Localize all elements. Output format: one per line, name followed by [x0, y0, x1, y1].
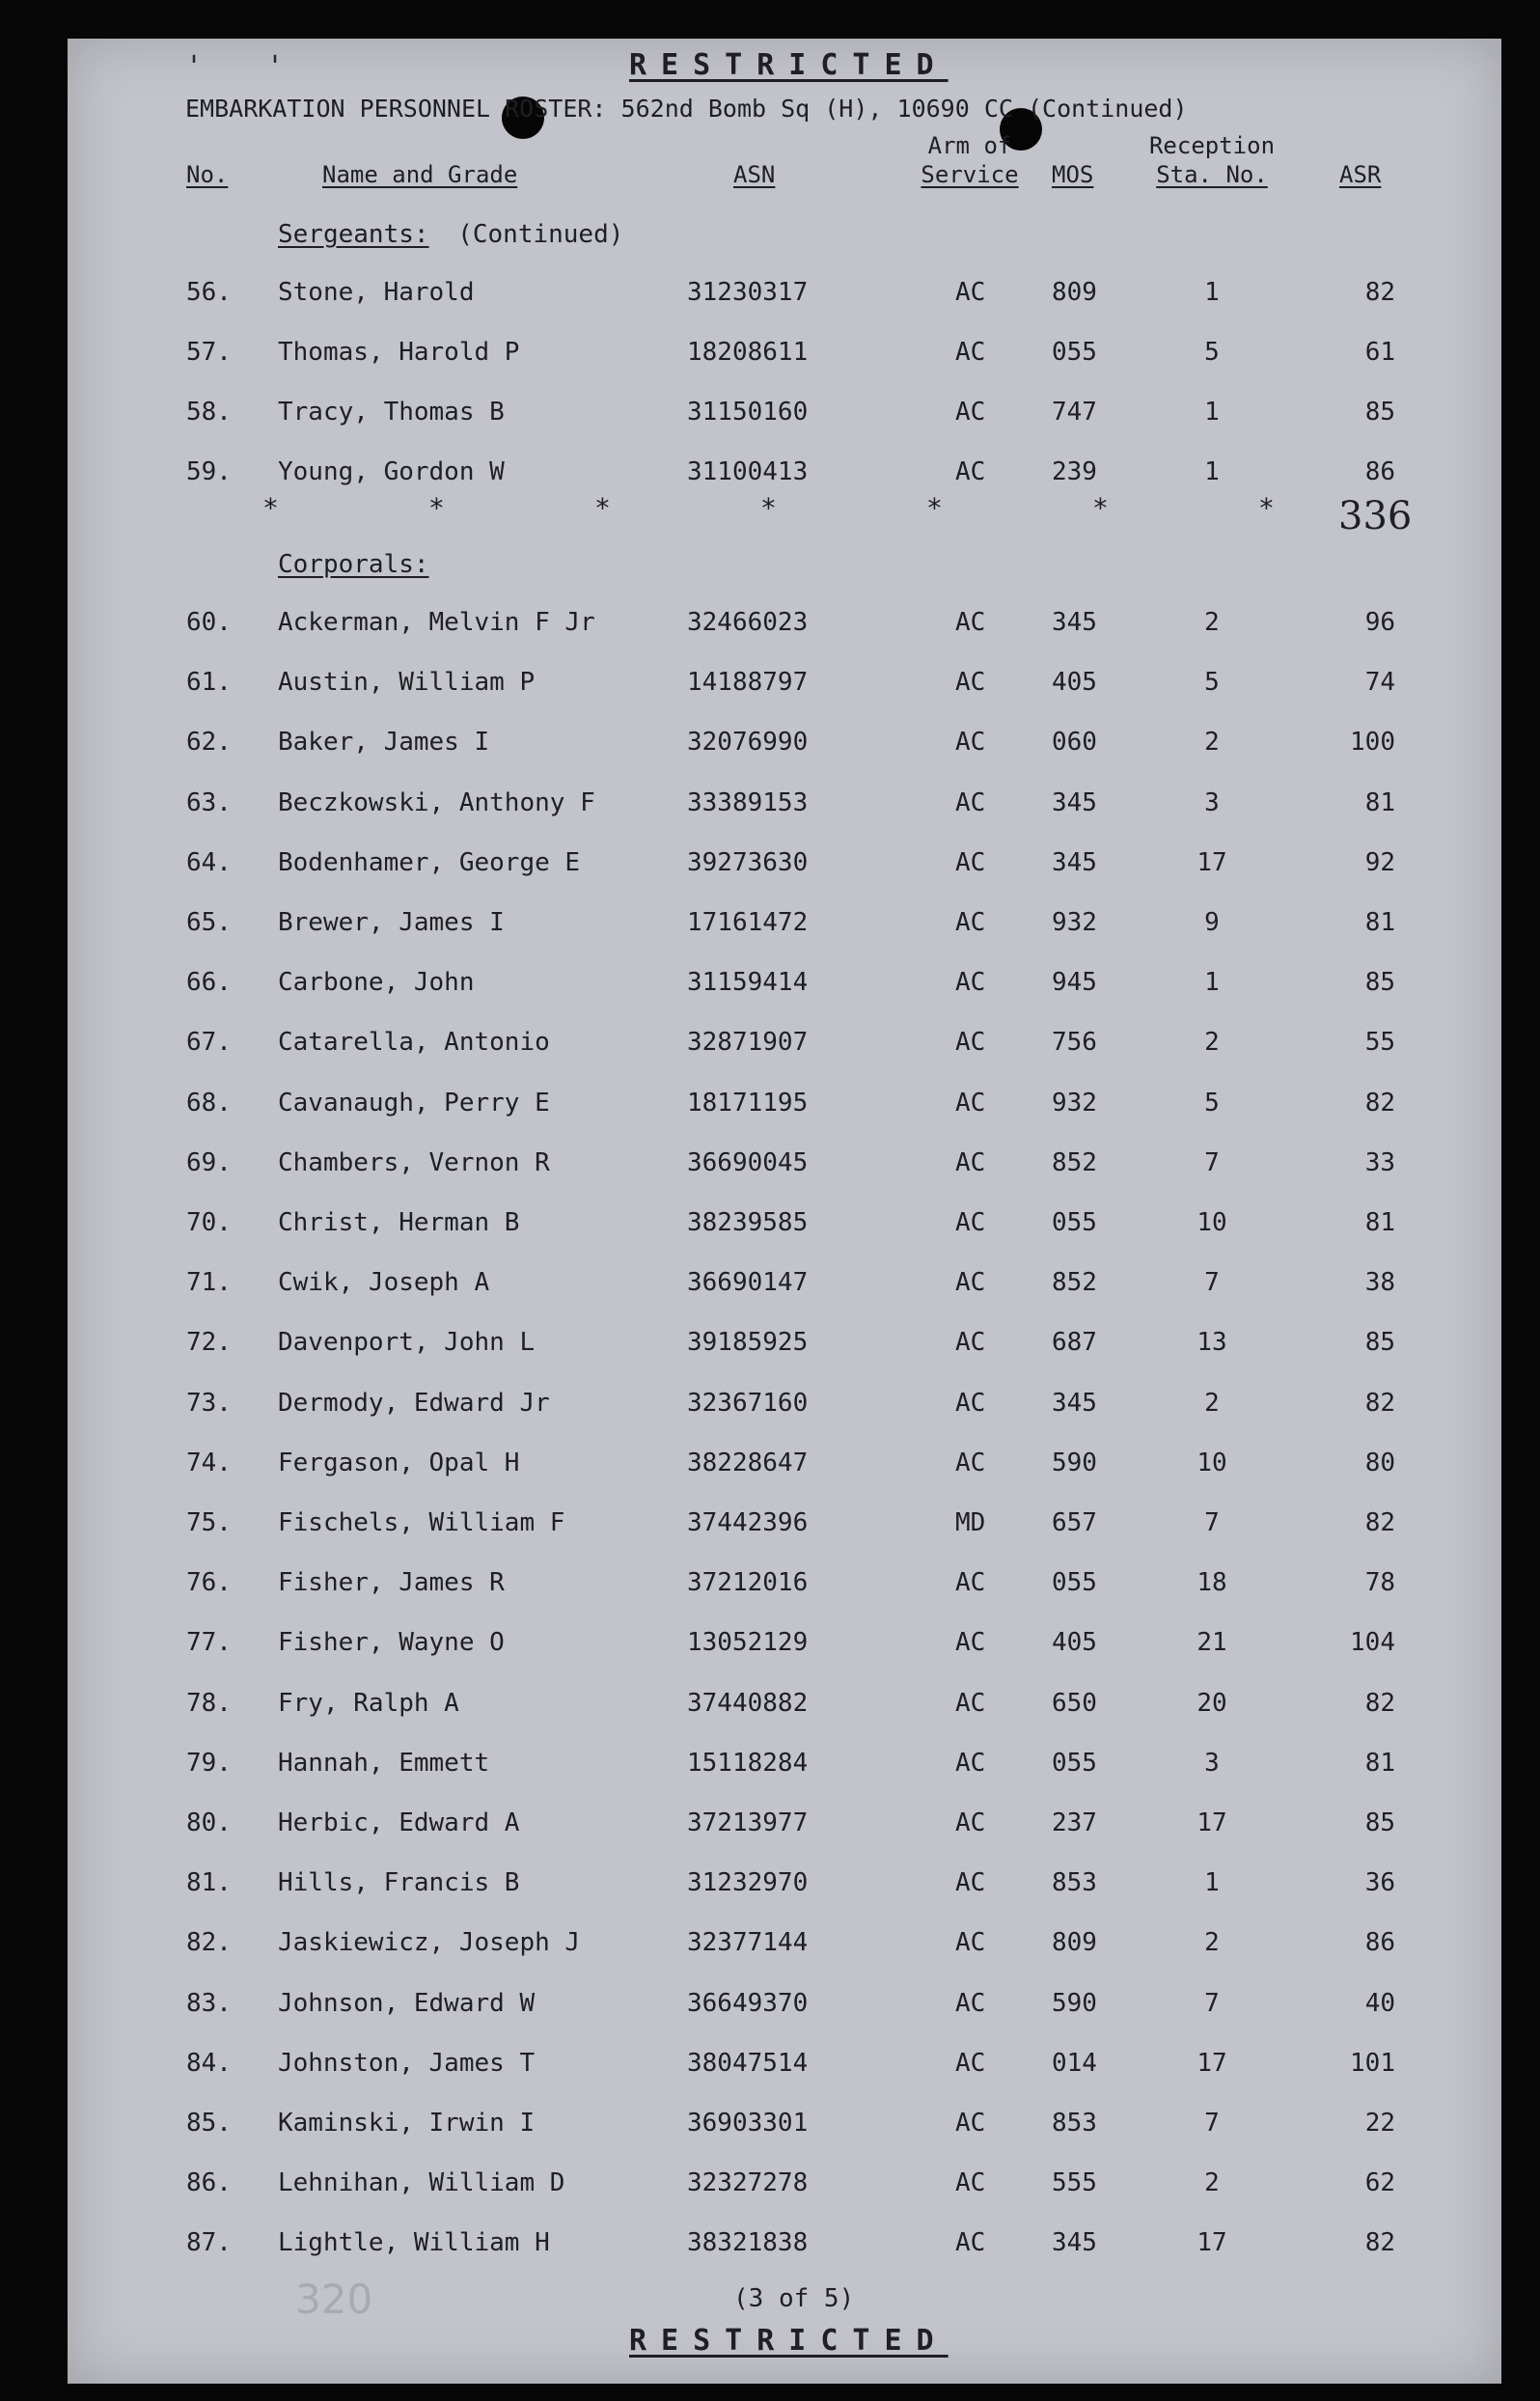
row-asr: 92	[1364, 847, 1395, 877]
row-mos: 055	[1052, 1748, 1097, 1778]
table-row	[0, 1928, 1540, 1965]
row-asn: 38047514	[687, 2048, 809, 2078]
row-mos: 055	[1052, 1568, 1097, 1598]
row-arm: AC	[955, 1088, 986, 1118]
row-asn: 14188797	[687, 668, 809, 698]
row-station: 1	[1204, 1868, 1220, 1898]
row-name: Fry, Ralph A	[278, 1688, 459, 1718]
section-label-corporals	[278, 550, 429, 579]
row-station: 10	[1196, 1208, 1227, 1237]
row-asn: 13052129	[687, 1628, 809, 1658]
row-station: 1	[1204, 278, 1220, 307]
row-arm: AC	[955, 728, 986, 758]
row-mos: 853	[1052, 1868, 1097, 1898]
row-arm: AC	[955, 608, 986, 637]
row-arm: AC	[955, 1748, 986, 1778]
row-station: 1	[1204, 457, 1220, 486]
row-station: 5	[1204, 338, 1220, 367]
row-arm: AC	[955, 2228, 986, 2258]
row-asn: 38228647	[687, 1448, 809, 1477]
table-row	[0, 457, 1540, 494]
row-asr: 96	[1364, 608, 1395, 637]
row-mos: 657	[1052, 1508, 1097, 1537]
row-name: Fergason, Opal H	[278, 1448, 520, 1477]
row-asn: 37212016	[687, 1568, 809, 1598]
column-header-sta	[1135, 131, 1289, 189]
row-mos: 756	[1052, 1028, 1097, 1058]
row-mos: 239	[1052, 457, 1097, 486]
row-name: Bodenhamer, George E	[278, 847, 581, 877]
row-mos: 555	[1052, 2168, 1097, 2198]
section-label-corporals-text: Corporals:	[278, 550, 429, 579]
row-name: Young, Gordon W	[278, 457, 505, 486]
row-asr: 82	[1364, 278, 1395, 307]
column-header-sta-line1: Reception	[1148, 132, 1276, 159]
row-asn: 36690045	[687, 1147, 809, 1177]
table-row	[0, 728, 1540, 764]
row-number: 84.	[186, 2048, 232, 2078]
column-header-arm	[907, 131, 1032, 189]
row-asn: 33389153	[687, 787, 809, 817]
row-name: Beczkowski, Anthony F	[278, 787, 595, 817]
margin-tick-mark: '	[266, 50, 285, 84]
row-arm: AC	[955, 278, 986, 307]
column-header-arm-line2: Service	[921, 161, 1019, 188]
table-row	[0, 1028, 1540, 1064]
row-arm: AC	[955, 1448, 986, 1477]
table-row	[0, 1808, 1540, 1845]
table-row	[0, 1628, 1540, 1665]
row-station: 9	[1204, 908, 1220, 937]
row-mos: 345	[1052, 787, 1097, 817]
section-label-sergeants-text: Sergeants:	[278, 220, 429, 249]
row-station: 3	[1204, 1748, 1220, 1778]
row-name: Jaskiewicz, Joseph J	[278, 1928, 581, 1958]
row-name: Catarella, Antonio	[278, 1028, 550, 1058]
row-asr: 40	[1364, 1988, 1395, 2018]
row-asn: 17161472	[687, 908, 809, 937]
row-asr: 62	[1364, 2168, 1395, 2198]
table-row	[0, 1328, 1540, 1365]
row-station: 7	[1204, 1508, 1220, 1537]
section-label-sergeants-suffix: (Continued)	[457, 220, 624, 249]
row-name: Chambers, Vernon R	[278, 1147, 550, 1177]
row-asr: 82	[1364, 1388, 1395, 1418]
row-station: 17	[1196, 847, 1227, 877]
row-arm: AC	[955, 1028, 986, 1058]
row-asr: 38	[1364, 1268, 1395, 1298]
row-number: 75.	[186, 1508, 232, 1537]
row-number: 82.	[186, 1928, 232, 1958]
row-number: 58.	[186, 398, 232, 427]
row-arm: AC	[955, 1868, 986, 1898]
row-station: 2	[1204, 1928, 1220, 1958]
row-mos: 055	[1052, 338, 1097, 367]
row-asn: 38321838	[687, 2228, 809, 2258]
row-asn: 36649370	[687, 1988, 809, 2018]
column-header-asn: ASN	[733, 161, 776, 188]
row-asn: 31100413	[687, 457, 809, 486]
row-asr: 61	[1364, 338, 1395, 367]
row-asr: 36	[1364, 1868, 1395, 1898]
row-asr: 100	[1350, 728, 1395, 758]
row-name: Dermody, Edward Jr	[278, 1388, 550, 1418]
table-row	[0, 278, 1540, 315]
table-row	[0, 1568, 1540, 1605]
table-row	[0, 668, 1540, 704]
row-mos: 405	[1052, 1628, 1097, 1658]
row-number: 56.	[186, 278, 232, 307]
row-name: Baker, James I	[278, 728, 490, 758]
row-asr: 55	[1364, 1028, 1395, 1058]
row-name: Austin, William P	[278, 668, 536, 698]
row-mos: 590	[1052, 1988, 1097, 2018]
row-number: 79.	[186, 1748, 232, 1778]
row-number: 62.	[186, 728, 232, 758]
table-row	[0, 1449, 1540, 1485]
row-asn: 39273630	[687, 847, 809, 877]
row-asr: 81	[1364, 787, 1395, 817]
page-indicator: (3 of 5)	[733, 2284, 855, 2313]
row-asr: 82	[1364, 1088, 1395, 1118]
row-number: 66.	[186, 968, 232, 998]
separator-asterisk: *	[1092, 492, 1109, 524]
row-arm: AC	[955, 1688, 986, 1718]
row-name: Carbone, John	[278, 968, 475, 998]
row-name: Fisher, James R	[278, 1568, 505, 1598]
row-asr: 33	[1364, 1147, 1395, 1177]
row-station: 1	[1204, 398, 1220, 427]
row-mos: 590	[1052, 1448, 1097, 1477]
row-asr: 104	[1350, 1628, 1395, 1658]
row-arm: AC	[955, 1628, 986, 1658]
row-mos: 650	[1052, 1688, 1097, 1718]
row-name: Kaminski, Irwin I	[278, 2109, 536, 2138]
row-station: 2	[1204, 608, 1220, 637]
row-number: 80.	[186, 1808, 232, 1837]
row-mos: 932	[1052, 908, 1097, 937]
row-mos: 014	[1052, 2048, 1097, 2078]
row-asn: 31159414	[687, 968, 809, 998]
separator-asterisk: *	[760, 492, 777, 524]
table-row	[0, 2049, 1540, 2085]
row-asn: 31230317	[687, 278, 809, 307]
table-row	[0, 398, 1540, 434]
row-arm: AC	[955, 338, 986, 367]
row-station: 17	[1196, 1808, 1227, 1837]
pencil-note: 320	[295, 2276, 373, 2323]
row-number: 87.	[186, 2228, 232, 2258]
row-asr: 80	[1364, 1448, 1395, 1477]
table-row	[0, 1208, 1540, 1245]
row-station: 2	[1204, 1028, 1220, 1058]
row-arm: AC	[955, 787, 986, 817]
row-arm: AC	[955, 2048, 986, 2078]
row-name: Tracy, Thomas B	[278, 398, 505, 427]
row-station: 13	[1196, 1328, 1227, 1358]
row-number: 60.	[186, 608, 232, 637]
table-row	[0, 1508, 1540, 1545]
row-mos: 345	[1052, 1388, 1097, 1418]
row-asn: 32871907	[687, 1028, 809, 1058]
row-asr: 86	[1364, 457, 1395, 486]
table-row	[0, 1268, 1540, 1305]
row-number: 85.	[186, 2109, 232, 2138]
row-mos: 932	[1052, 1088, 1097, 1118]
row-asr: 74	[1364, 668, 1395, 698]
row-station: 7	[1204, 1147, 1220, 1177]
row-station: 17	[1196, 2228, 1227, 2258]
column-header-name: Name and Grade	[322, 161, 518, 188]
row-name: Hills, Francis B	[278, 1868, 520, 1898]
table-row	[0, 968, 1540, 1005]
row-arm: AC	[955, 847, 986, 877]
row-arm: AC	[955, 1328, 986, 1358]
row-station: 2	[1204, 728, 1220, 758]
row-number: 77.	[186, 1628, 232, 1658]
row-number: 69.	[186, 1147, 232, 1177]
row-number: 65.	[186, 908, 232, 937]
row-asn: 36903301	[687, 2109, 809, 2138]
row-name: Fisher, Wayne O	[278, 1628, 505, 1658]
row-asn: 38239585	[687, 1208, 809, 1237]
row-mos: 809	[1052, 278, 1097, 307]
row-mos: 852	[1052, 1147, 1097, 1177]
row-asn: 32466023	[687, 608, 809, 637]
row-mos: 237	[1052, 1808, 1097, 1837]
row-arm: AC	[955, 2109, 986, 2138]
classification-footer: RESTRICTED	[629, 2324, 949, 2358]
table-row	[0, 788, 1540, 825]
section-label-sergeants	[278, 220, 623, 249]
row-station: 21	[1196, 1628, 1227, 1658]
row-station: 2	[1204, 1388, 1220, 1418]
separator-asterisk: *	[262, 492, 279, 524]
column-header-asr: ASR	[1339, 161, 1382, 188]
row-name: Johnston, James T	[278, 2048, 536, 2078]
row-number: 64.	[186, 847, 232, 877]
row-arm: AC	[955, 1928, 986, 1958]
row-number: 76.	[186, 1568, 232, 1598]
row-mos: 405	[1052, 668, 1097, 698]
row-asr: 82	[1364, 2228, 1395, 2258]
table-row	[0, 908, 1540, 945]
row-name: Johnson, Edward W	[278, 1988, 536, 2018]
row-station: 5	[1204, 1088, 1220, 1118]
row-number: 63.	[186, 787, 232, 817]
row-asr: 81	[1364, 1208, 1395, 1237]
table-row	[0, 1089, 1540, 1125]
row-asr: 81	[1364, 908, 1395, 937]
row-asn: 18171195	[687, 1088, 809, 1118]
classification-header: RESTRICTED	[629, 48, 949, 82]
row-station: 5	[1204, 668, 1220, 698]
row-arm: AC	[955, 1388, 986, 1418]
row-name: Cwik, Joseph A	[278, 1268, 490, 1298]
row-station: 7	[1204, 2109, 1220, 2138]
column-header-mos: MOS	[1052, 161, 1094, 188]
row-name: Lightle, William H	[278, 2228, 550, 2258]
row-mos: 687	[1052, 1328, 1097, 1358]
table-row	[0, 2109, 1540, 2145]
row-name: Brewer, James I	[278, 908, 505, 937]
row-asr: 82	[1364, 1508, 1395, 1537]
row-mos: 060	[1052, 728, 1097, 758]
row-number: 70.	[186, 1208, 232, 1237]
row-asn: 37440882	[687, 1688, 809, 1718]
row-mos: 852	[1052, 1268, 1097, 1298]
row-asr: 101	[1350, 2048, 1395, 2078]
row-asn: 32076990	[687, 728, 809, 758]
table-row	[0, 1989, 1540, 2026]
row-number: 78.	[186, 1688, 232, 1718]
row-arm: AC	[955, 1568, 986, 1598]
row-name: Hannah, Emmett	[278, 1748, 490, 1778]
row-arm: MD	[955, 1508, 986, 1537]
row-mos: 853	[1052, 2109, 1097, 2138]
row-asn: 31232970	[687, 1868, 809, 1898]
row-asn: 36690147	[687, 1268, 809, 1298]
row-asr: 78	[1364, 1568, 1395, 1598]
row-asr: 85	[1364, 1808, 1395, 1837]
row-asr: 85	[1364, 398, 1395, 427]
row-arm: AC	[955, 2168, 986, 2198]
row-asr: 85	[1364, 1328, 1395, 1358]
row-mos: 945	[1052, 968, 1097, 998]
row-name: Christ, Herman B	[278, 1208, 520, 1237]
row-asn: 32367160	[687, 1388, 809, 1418]
row-name: Thomas, Harold P	[278, 338, 520, 367]
row-number: 61.	[186, 668, 232, 698]
separator-asterisk: *	[428, 492, 445, 524]
row-arm: AC	[955, 1268, 986, 1298]
row-arm: AC	[955, 1208, 986, 1237]
row-name: Cavanaugh, Perry E	[278, 1088, 550, 1118]
row-asn: 18208611	[687, 338, 809, 367]
row-arm: AC	[955, 1147, 986, 1177]
row-asr: 86	[1364, 1928, 1395, 1958]
row-arm: AC	[955, 968, 986, 998]
table-row	[0, 1389, 1540, 1425]
table-row	[0, 848, 1540, 885]
row-station: 18	[1196, 1568, 1227, 1598]
row-arm: AC	[955, 668, 986, 698]
row-asn: 32327278	[687, 2168, 809, 2198]
row-station: 1	[1204, 968, 1220, 998]
row-asr: 22	[1364, 2109, 1395, 2138]
row-asn: 32377144	[687, 1928, 809, 1958]
row-asn: 15118284	[687, 1748, 809, 1778]
row-station: 3	[1204, 787, 1220, 817]
table-row	[0, 2228, 1540, 2265]
row-mos: 345	[1052, 2228, 1097, 2258]
row-station: 17	[1196, 2048, 1227, 2078]
row-station: 20	[1196, 1688, 1227, 1718]
row-station: 2	[1204, 2168, 1220, 2198]
table-row	[0, 1868, 1540, 1905]
row-asn: 31150160	[687, 398, 809, 427]
table-row	[0, 1148, 1540, 1185]
separator-asterisk: *	[594, 492, 611, 524]
row-number: 72.	[186, 1328, 232, 1358]
row-mos: 345	[1052, 608, 1097, 637]
row-number: 59.	[186, 457, 232, 486]
row-arm: AC	[955, 398, 986, 427]
row-arm: AC	[955, 457, 986, 486]
row-name: Stone, Harold	[278, 278, 475, 307]
handwritten-count: 336	[1338, 494, 1413, 538]
row-station: 7	[1204, 1268, 1220, 1298]
row-mos: 345	[1052, 847, 1097, 877]
row-name: Fischels, William F	[278, 1508, 565, 1537]
table-row	[0, 608, 1540, 645]
row-asn: 39185925	[687, 1328, 809, 1358]
section-separator	[0, 492, 1540, 524]
row-number: 67.	[186, 1028, 232, 1058]
row-asn: 37442396	[687, 1508, 809, 1537]
row-number: 74.	[186, 1448, 232, 1477]
row-arm: AC	[955, 1808, 986, 1837]
row-number: 73.	[186, 1388, 232, 1418]
row-arm: AC	[955, 1988, 986, 2018]
row-arm: AC	[955, 908, 986, 937]
row-asr: 81	[1364, 1748, 1395, 1778]
row-number: 71.	[186, 1268, 232, 1298]
column-header-sta-line2: Sta. No.	[1156, 161, 1268, 188]
table-row	[0, 338, 1540, 374]
row-mos: 809	[1052, 1928, 1097, 1958]
row-station: 7	[1204, 1988, 1220, 2018]
row-mos: 055	[1052, 1208, 1097, 1237]
separator-asterisk: *	[1258, 492, 1275, 524]
row-asr: 85	[1364, 968, 1395, 998]
row-mos: 747	[1052, 398, 1097, 427]
separator-asterisk: *	[926, 492, 943, 524]
row-number: 83.	[186, 1988, 232, 2018]
row-number: 81.	[186, 1868, 232, 1898]
row-name: Ackerman, Melvin F Jr	[278, 608, 595, 637]
row-asn: 37213977	[687, 1808, 809, 1837]
table-row	[0, 1749, 1540, 1785]
row-asr: 82	[1364, 1688, 1395, 1718]
row-name: Herbic, Edward A	[278, 1808, 520, 1837]
row-name: Davenport, John L	[278, 1328, 536, 1358]
row-station: 10	[1196, 1448, 1227, 1477]
table-row	[0, 2168, 1540, 2205]
column-header-no: No.	[186, 161, 229, 188]
roster-title: EMBARKATION PERSONNEL ROSTER: 562nd Bomb Sq (H), 10690 CC (Continued)	[185, 95, 1188, 123]
row-number: 86.	[186, 2168, 232, 2198]
row-number: 68.	[186, 1088, 232, 1118]
column-header-arm-line1: Arm of	[927, 132, 1012, 159]
row-number: 57.	[186, 338, 232, 367]
margin-tick-mark: '	[185, 50, 204, 84]
row-name: Lehnihan, William D	[278, 2168, 565, 2198]
table-row	[0, 1689, 1540, 1725]
